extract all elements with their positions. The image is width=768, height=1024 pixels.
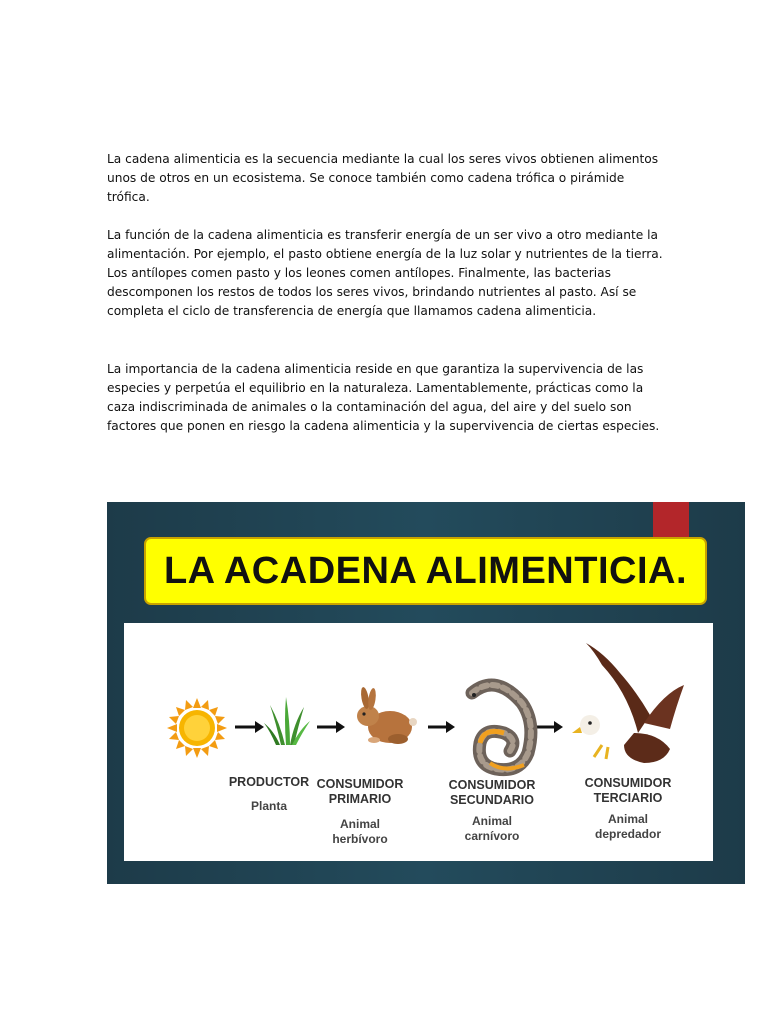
stage-title-line2: PRIMARIO (328, 792, 392, 806)
figure-title: LA ACADENA ALIMENTICIA. (163, 549, 688, 592)
eagle-icon (572, 643, 684, 763)
figure-title-box (144, 537, 707, 605)
stage-title-line2: SECUNDARIO (449, 793, 535, 807)
stage-label-primario (317, 777, 404, 807)
stage-sub-terciario (595, 812, 661, 842)
stage-subtitle-line2: depredador (594, 827, 662, 841)
stage-subtitle-line2: herbívoro (332, 832, 388, 846)
stage-subtitle: Animal (339, 817, 380, 831)
stage-subtitle: Animal (607, 812, 649, 826)
stage-title: CONSUMIDOR (584, 776, 672, 790)
stage-label-secundario (449, 778, 536, 808)
food-chain-panel (124, 623, 713, 861)
stage-title: CONSUMIDOR (316, 777, 404, 791)
stage-label-productor (229, 775, 309, 790)
stage-sub-primario (332, 817, 387, 847)
rabbit-icon (357, 687, 417, 744)
paragraph-importance: La importancia de la cadena alimenticia reside en que garantiza la supervivencia de las especies y perpetúa el equilibrio en la naturaleza. Lamentablemente, prácticas como la caza indiscriminada de animales o la contaminación del agua, del aire y del suelo son factores que ponen en riesgo la cadena alimenticia y la supervivencia de ciertas especies. (107, 362, 660, 433)
grass-icon (264, 697, 310, 745)
paragraph-definition: La cadena alimenticia es la secuencia mediante la cual los seres vivos obtienen alimentos unos de otros en un ecosistema. Se conoce también como cadena trófica o pirámide trófica. (107, 152, 659, 204)
stage-title: PRODUCTOR (228, 775, 310, 789)
red-corner-tab (653, 502, 689, 537)
stage-sub-secundario (465, 814, 520, 844)
sun-icon (167, 698, 227, 758)
stage-title: CONSUMIDOR (448, 778, 536, 792)
stage-subtitle: Planta (250, 799, 288, 813)
stage-subtitle-line2: carnívoro (464, 829, 520, 843)
stage-sub-productor (251, 799, 287, 814)
snake-icon (472, 685, 531, 770)
food-chain-figure (107, 502, 745, 884)
stage-subtitle: Animal (471, 814, 512, 828)
paragraph-function: La función de la cadena alimenticia es transferir energía de un ser vivo a otro mediante la alimentación. Por ejemplo, el pasto obtiene energía de la luz solar y nutrientes de la tierra. Los antílopes comen pasto y los leones comen antílopes. Finalmente, las bacterias descomponen los restos de todos los seres vivos, brindando nutrientes al pasto. Así se completa el ciclo de transferencia de energía que llamamos cadena alimenticia. (107, 228, 663, 318)
stage-title-line2: TERCIARIO (593, 791, 663, 805)
stage-label-terciario (585, 776, 672, 806)
